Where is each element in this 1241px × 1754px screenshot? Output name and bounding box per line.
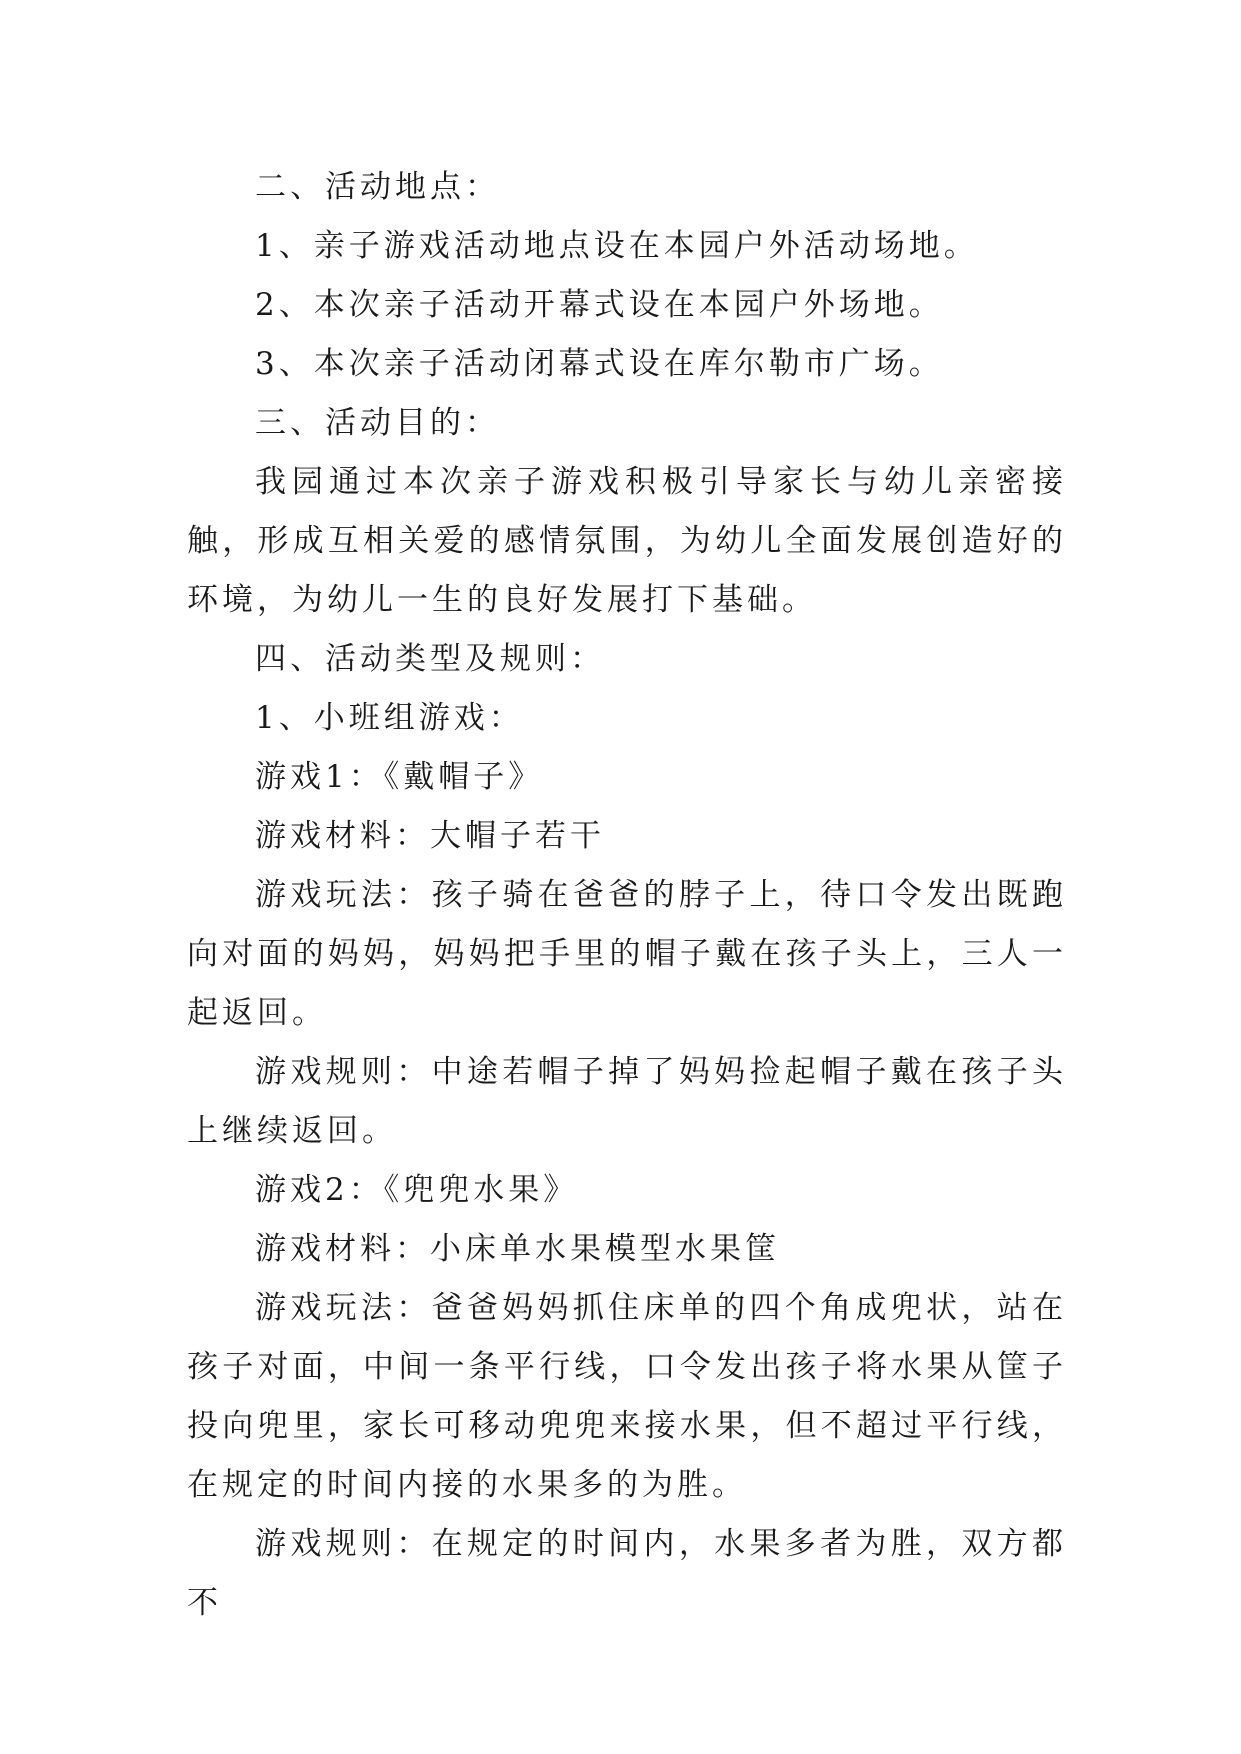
game-method: 游戏玩法：爸爸妈妈抓住床单的四个角成兜状，站在孩子对面，中间一条平行线，口令发出孩子将水果从筐子投向兜里，家长可移动兜兜来接水果，但不超过平行线，在规定的时间内接的水果多的为胜。 [187, 1290, 1067, 1503]
section-heading-location: 二、活动地点： [255, 169, 500, 205]
section-heading-purpose: 三、活动目的： [255, 405, 500, 441]
game-title: 游戏2：《兜兜水果》 [255, 1172, 579, 1208]
game-materials: 游戏材料：小床单水果模型水果筐 [255, 1231, 780, 1267]
document-body [187, 158, 1067, 1633]
list-item: 3、本次亲子活动闭幕式设在库尔勒市广场。 [255, 346, 944, 382]
subheading-small-class-games: 1、小班组游戏： [255, 700, 524, 736]
list-item: 2、本次亲子活动开幕式设在本园户外场地。 [255, 287, 944, 323]
section-heading-types-rules: 四、活动类型及规则： [255, 641, 605, 677]
game-materials: 游戏材料：大帽子若干 [255, 818, 605, 854]
game-rules: 游戏规则：中途若帽子掉了妈妈捡起帽子戴在孩子头上继续返回。 [187, 1054, 1067, 1149]
list-item: 1、亲子游戏活动地点设在本园户外活动场地。 [255, 228, 979, 264]
game-rules: 游戏规则：在规定的时间内，水果多者为胜，双方都不 [187, 1526, 1067, 1621]
game-method: 游戏玩法：孩子骑在爸爸的脖子上，待口令发出既跑向对面的妈妈，妈妈把手里的帽子戴在孩子头上，三人一起返回。 [187, 877, 1067, 1031]
game-title: 游戏1：《戴帽子》 [255, 759, 544, 795]
paragraph-purpose: 我园通过本次亲子游戏积极引导家长与幼儿亲密接触，形成互相关爱的感情氛围，为幼儿全面发展创造好的环境，为幼儿一生的良好发展打下基础。 [187, 464, 1067, 618]
